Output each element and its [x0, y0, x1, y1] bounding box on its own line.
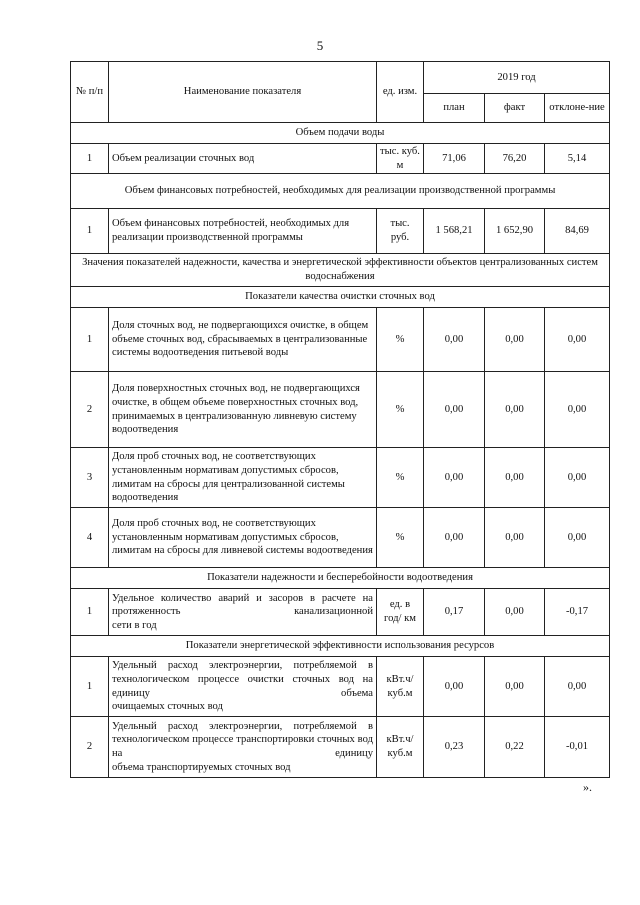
- row-unit: тыс. куб. м: [377, 144, 424, 174]
- table-row: [71, 589, 610, 636]
- row-deviation: 5,14: [545, 144, 610, 174]
- row-deviation: -0,01: [545, 717, 610, 778]
- row-plan: 0,17: [424, 589, 485, 636]
- row-fact: 1 652,90: [485, 209, 545, 254]
- row-plan: 0,23: [424, 717, 485, 778]
- row-unit: %: [377, 508, 424, 568]
- row-unit: %: [377, 372, 424, 448]
- row-name: [109, 657, 377, 717]
- row-plan: 0,00: [424, 308, 485, 372]
- row-name-last: сети в год: [112, 619, 157, 631]
- closing-quote: ».: [583, 780, 592, 794]
- row-num: 1: [71, 657, 109, 717]
- row-deviation: -0,17: [545, 589, 610, 636]
- row-fact: 76,20: [485, 144, 545, 174]
- row-deviation: 0,00: [545, 508, 610, 568]
- row-plan: 71,06: [424, 144, 485, 174]
- row-name: [109, 717, 377, 778]
- row-unit: %: [377, 308, 424, 372]
- row-plan: 0,00: [424, 657, 485, 717]
- table-row: [71, 717, 610, 778]
- row-num: 3: [71, 448, 109, 508]
- header-plan: план: [424, 94, 485, 123]
- header-fact: факт: [485, 94, 545, 123]
- row-deviation: 0,00: [545, 372, 610, 448]
- row-fact: 0,00: [485, 448, 545, 508]
- row-unit: ед. в год/ км: [377, 589, 424, 636]
- row-plan: 1 568,21: [424, 209, 485, 254]
- table-row: [71, 508, 610, 568]
- table-row: [71, 657, 610, 717]
- table-row: [71, 308, 610, 372]
- row-name: Объем реализации сточных вод: [109, 144, 377, 174]
- row-name: [109, 589, 377, 636]
- table-row: [71, 372, 610, 448]
- row-name: Объем финансовых потребностей, необходимых для реализации производственной программы: [109, 209, 377, 254]
- row-unit: тыс. руб.: [377, 209, 424, 254]
- table-row: [71, 448, 610, 508]
- section-title: Объем финансовых потребностей, необходимых для реализации производственной программы: [71, 174, 610, 209]
- row-num: 1: [71, 209, 109, 254]
- row-name: Доля сточных вод, не подвергающихся очистке, в общем объеме сточных вод, сбрасываемых в централизованные системы водоотведения питьевой воды: [109, 308, 377, 372]
- row-num: 1: [71, 308, 109, 372]
- row-fact: 0,00: [485, 657, 545, 717]
- indicators-table: [70, 61, 610, 778]
- row-num: 1: [71, 144, 109, 174]
- header-unit: ед. изм.: [377, 62, 424, 123]
- section-title: Объем подачи воды: [71, 123, 610, 144]
- row-name-main: Удельное количество аварий и засоров в расчете на протяженность канализационной: [112, 592, 373, 618]
- row-unit: %: [377, 448, 424, 508]
- row-fact: 0,00: [485, 372, 545, 448]
- row-plan: 0,00: [424, 508, 485, 568]
- row-name-main: Удельный расход электроэнергии, потребляемой в технологическом процессе очистки сточных вод на единицу объема: [112, 660, 373, 699]
- row-plan: 0,00: [424, 372, 485, 448]
- row-name-last: очищаемых сточных вод: [112, 701, 223, 713]
- row-name: Доля поверхностных сточных вод, не подвергающихся очистке, в общем объеме поверхностных сточных вод, принимаемых в централизованную ливневую систему водоотведения: [109, 372, 377, 448]
- section-title: Показатели надежности и бесперебойности водоотведения: [71, 568, 610, 589]
- row-name: Доля проб сточных вод, не соответствующих установленным нормативам допустимых сбросов, лимитам на сбросы для ливневой системы водоотведения: [109, 508, 377, 568]
- row-deviation: 84,69: [545, 209, 610, 254]
- row-fact: 0,00: [485, 508, 545, 568]
- row-num: 2: [71, 372, 109, 448]
- row-unit: кВт.ч/ куб.м: [377, 657, 424, 717]
- header-deviation: отклоне-ние: [545, 94, 610, 123]
- row-name-last: объема транспортируемых сточных вод: [112, 761, 291, 773]
- row-fact: 0,00: [485, 589, 545, 636]
- section-title: Значения показателей надежности, качества и энергетической эффективности объектов централизованных систем водоснабжения: [71, 254, 610, 287]
- header-name: Наименование показателя: [109, 62, 377, 123]
- row-name-main: Удельный расход электроэнергии, потребляемой в технологическом процессе транспортировки сточных вод на единицу: [112, 720, 373, 759]
- header-num: № п/п: [71, 62, 109, 123]
- section-title: Показатели энергетической эффективности использования ресурсов: [71, 636, 610, 657]
- header-year: 2019 год: [424, 62, 610, 94]
- row-unit: кВт.ч/ куб.м: [377, 717, 424, 778]
- row-num: 2: [71, 717, 109, 778]
- row-fact: 0,22: [485, 717, 545, 778]
- row-num: 4: [71, 508, 109, 568]
- row-deviation: 0,00: [545, 657, 610, 717]
- table-row: [71, 144, 610, 174]
- row-fact: 0,00: [485, 308, 545, 372]
- page-number: 5: [316, 38, 324, 53]
- row-num: 1: [71, 589, 109, 636]
- row-deviation: 0,00: [545, 448, 610, 508]
- row-plan: 0,00: [424, 448, 485, 508]
- row-deviation: 0,00: [545, 308, 610, 372]
- table-row: [71, 209, 610, 254]
- section-title: Показатели качества очистки сточных вод: [71, 287, 610, 308]
- row-name: Доля проб сточных вод, не соответствующих установленным нормативам допустимых сбросов, лимитам на сбросы для централизованной системы водоотведения: [109, 448, 377, 508]
